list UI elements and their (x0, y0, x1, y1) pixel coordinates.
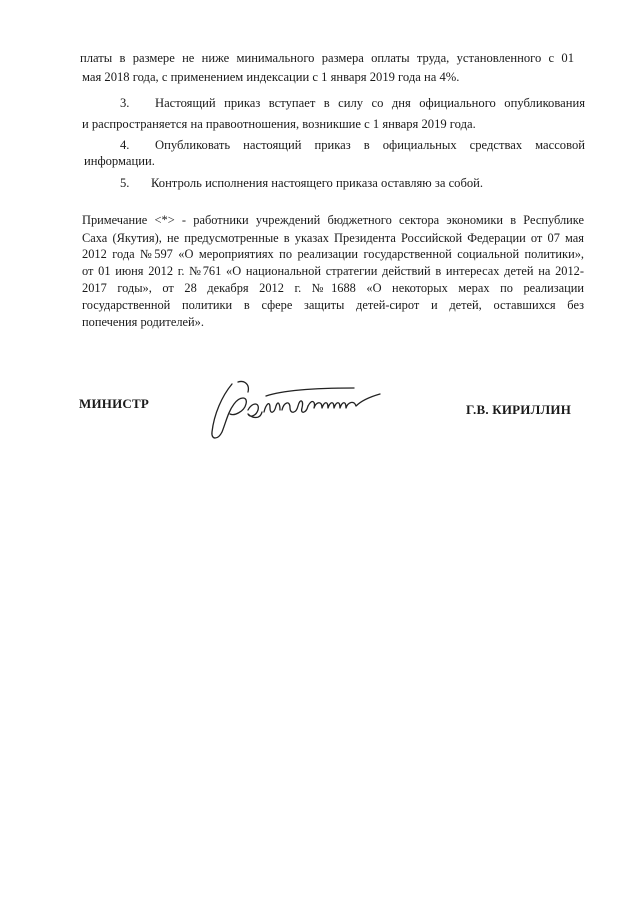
note-line-4: от 01 июня 2012 г. №761 «О национальной стратегии действий в интересах детей на 2012- (82, 264, 584, 278)
handwritten-signature (204, 374, 394, 444)
note-line-6: государственной политики в сфере защиты детей-сирот и детей, оставшихся без (82, 298, 584, 312)
note-line-7: попечения родителей». (82, 315, 204, 329)
item-5-number: 5. (120, 176, 130, 190)
item-3-line-1: Настоящий приказ вступает в силу со дня официального опубликования (155, 96, 585, 110)
item-3-number: 3. (120, 96, 130, 110)
note-line-2: Саха (Якутия), не предусмотренные в указах Президента Российской Федерации от 07 мая (82, 231, 584, 245)
signatory-name: Г.В. КИРИЛЛИН (466, 402, 572, 417)
position-title: МИНИСТР (79, 396, 150, 411)
paragraph-continuation-line-2: мая 2018 года, с применением индексации с 1 января 2019 года на 4%. (82, 70, 460, 84)
note-line-1: Примечание <*> - работники учреждений бюджетного сектора экономики в Республике (82, 213, 584, 227)
item-4-line-2: информации. (84, 154, 155, 168)
item-4-line-1: Опубликовать настоящий приказ в официальных средствах массовой (155, 138, 585, 152)
note-line-3: 2012 года №597 «О мероприятиях по реализации государственной социальной политики», (82, 247, 584, 261)
paragraph-continuation-line-1: платы в размере не ниже минимального размера оплаты труда, установленного с 01 (80, 51, 574, 65)
note-line-5: 2017 годы», от 28 декабря 2012 г. №1688 «О некоторых мерах по реализации (82, 281, 584, 295)
item-4-number: 4. (120, 138, 130, 152)
item-5-line-1: Контроль исполнения настоящего приказа оставляю за собой. (151, 176, 484, 190)
item-3-line-2: и распространяется на правоотношения, возникшие с 1 января 2019 года. (82, 117, 476, 131)
